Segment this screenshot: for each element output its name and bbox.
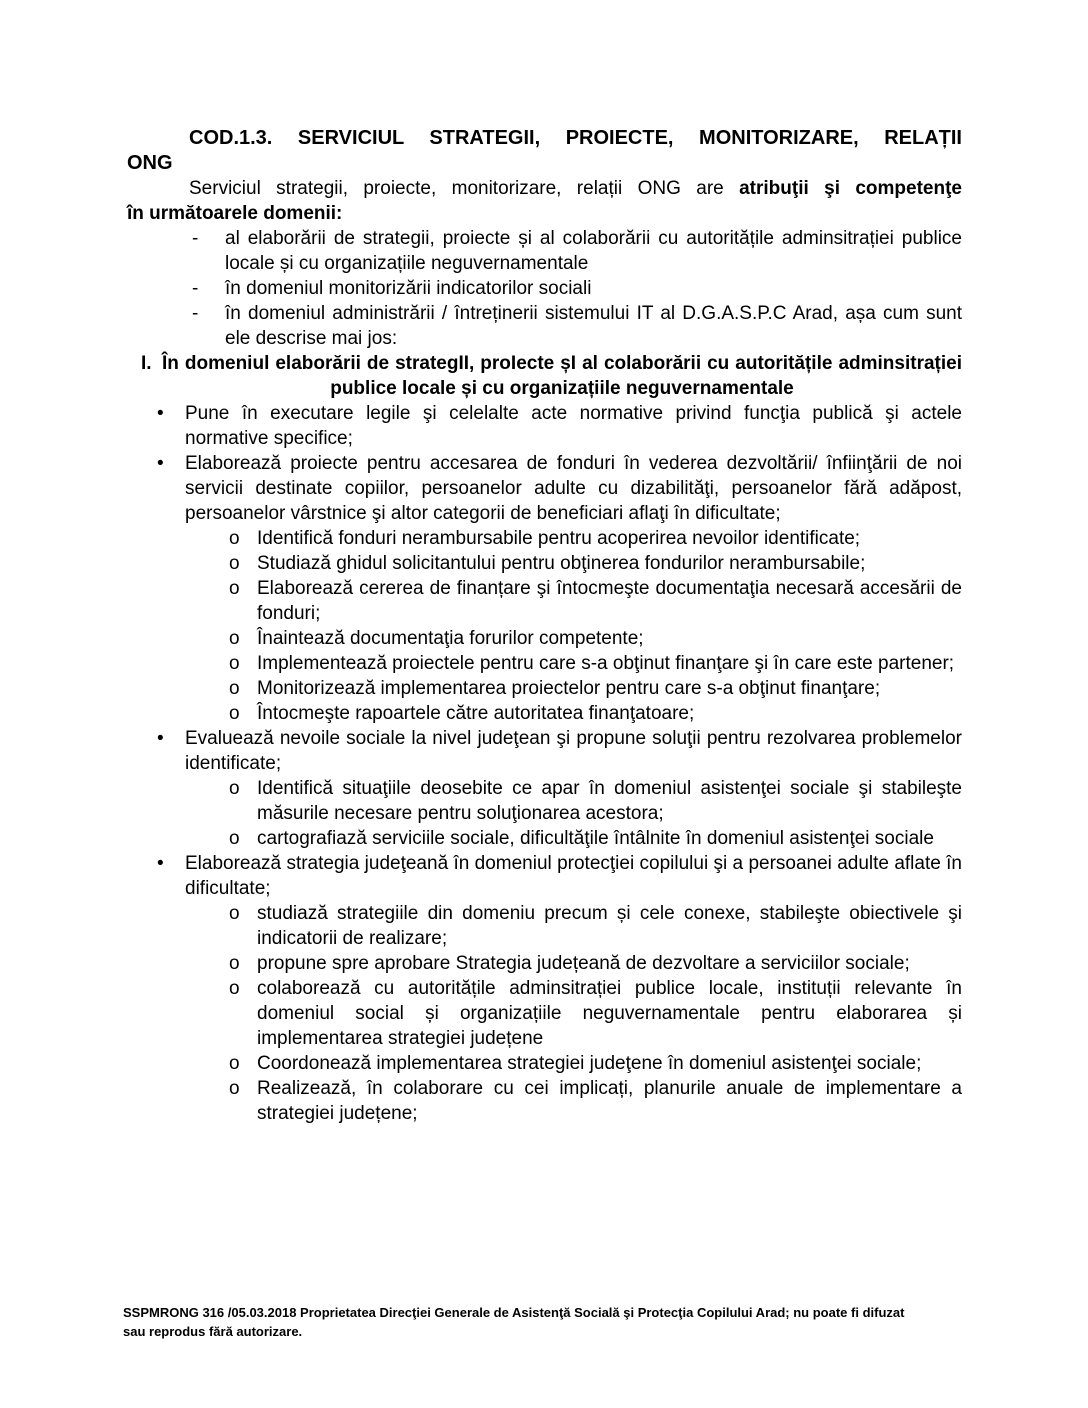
- sub-item: [127, 1076, 962, 1126]
- dash-marker: -: [192, 303, 199, 324]
- intro-paragraph-line-2: în următoarele domenii:: [127, 203, 343, 224]
- sub-item: [127, 551, 962, 576]
- sub-marker: o: [229, 778, 240, 799]
- sub-item: [127, 776, 962, 826]
- dash-item-text: al elaborării de strategii, proiecte și al colaborării cu autoritățile adminsitrației publice locale și cu organizațiile neguvernamentale: [225, 228, 962, 274]
- bullet-marker: •: [157, 453, 164, 474]
- sub-item-text: Întocmeşte rapoartele către autoritatea finanţatoare;: [257, 703, 695, 724]
- sub-item: [127, 1051, 962, 1076]
- sub-item: [127, 701, 962, 726]
- sub-item-text: Implementează proiectele pentru care s-a obţinut finanţare şi în care este partener;: [257, 653, 955, 674]
- sub-marker: o: [229, 653, 240, 674]
- page-footer: [123, 1303, 965, 1341]
- intro-regular-text: Serviciul strategii, proiecte, monitorizare, relații ONG are: [189, 178, 740, 199]
- section-marker: I.: [141, 353, 152, 374]
- dash-marker: -: [192, 278, 199, 299]
- footer-line-2: sau reprodus fără autorizare.: [123, 1324, 303, 1339]
- sub-marker: o: [229, 678, 240, 699]
- dash-item-text: în domeniul administrării / întreținerii sistemului IT al D.G.A.S.P.C Arad, așa cum sunt ele descrise mai jos:: [225, 303, 962, 349]
- sub-item-text: Monitorizează implementarea proiectelor pentru care s-a obţinut finanţare;: [257, 678, 881, 699]
- document-body: [127, 126, 962, 1126]
- sub-item-text: Identifică fonduri nerambursabile pentru acoperirea nevoilor identificate;: [257, 528, 861, 549]
- document-title-line-1: COD.1.3. SERVICIUL STRATEGII, PROIECTE, MONITORIZARE, RELAȚII: [189, 127, 962, 149]
- sub-item: [127, 526, 962, 551]
- sub-item-text: Realizează, în colaborare cu cei implicați, planurile anuale de implementare a strategiei județene;: [257, 1078, 962, 1124]
- section-heading-text: În domeniul elaborării de strategII, proIecte șI al colaborării cu autoritățile adminsitrației publice locale și cu organizațiile neguvernamentale: [162, 353, 962, 399]
- sub-marker: o: [229, 1078, 240, 1099]
- sub-marker: o: [229, 903, 240, 924]
- sub-marker: o: [229, 1053, 240, 1074]
- sub-item-text: studiază strategiile din domeniu precum și cele conexe, stabileşte obiectivele şi indicatorii de realizare;: [257, 903, 962, 949]
- sub-item: [127, 976, 962, 1051]
- sub-marker: o: [229, 953, 240, 974]
- sub-item: [127, 901, 962, 951]
- sub-item-text: Identifică situaţiile deosebite ce apar în domeniul asistenţei sociale şi stabileşte măsurile necesare pentru soluţionarea acestora;: [257, 778, 962, 824]
- bullet-item: [127, 401, 962, 451]
- sub-item-text: Înaintează documentaţia forurilor competente;: [257, 628, 644, 649]
- sub-item-text: Elaborează cererea de finanțare şi întocmeşte documentaţia necesară accesării de fonduri;: [257, 578, 962, 624]
- dash-item: [127, 276, 962, 301]
- sub-item-text: Coordonează implementarea strategiei judeţene în domeniul asistenţei sociale;: [257, 1053, 922, 1074]
- dash-item: [127, 226, 962, 276]
- sub-item: [127, 826, 962, 851]
- bullet-item: [127, 726, 962, 776]
- intro-paragraph-line-1: [127, 176, 962, 201]
- bullet-marker: •: [157, 853, 164, 874]
- bullet-item-text: Elaborează proiecte pentru accesarea de fonduri în vederea dezvoltării/ înfiinţării de noi servicii destinate copiilor, persoanelor adulte cu dizabilităţi, persoanelor fără adăpost, persoanelor vârstnice şi altor categorii de beneficiari aflaţi în dificultate;: [185, 453, 962, 524]
- dash-marker: -: [192, 228, 199, 249]
- bullet-marker: •: [157, 728, 164, 749]
- sub-item: [127, 676, 962, 701]
- bullet-item-text: Evaluează nevoile sociale la nivel judeţean şi propune soluţii pentru rezolvarea problemelor identificate;: [185, 728, 962, 774]
- bullet-item-text: Elaborează strategia judeţeană în domeniul protecţiei copilului şi a persoanei adulte aflate în dificultate;: [185, 853, 962, 899]
- dash-item: [127, 301, 962, 351]
- document-title-line-2: ONG: [127, 152, 173, 174]
- sub-item-text: Studiază ghidul solicitantului pentru obţinerea fondurilor nerambursabile;: [257, 553, 866, 574]
- sub-marker: o: [229, 978, 240, 999]
- sub-marker: o: [229, 828, 240, 849]
- sub-item: [127, 651, 962, 676]
- bullet-marker: •: [157, 403, 164, 424]
- sub-marker: o: [229, 528, 240, 549]
- bullet-item: [127, 451, 962, 526]
- footer-line-1: SSPMRONG 316 /05.03.2018 Proprietatea Direcţiei Generale de Asistenţă Socială şi Protecţia Copilului Arad; nu poate fi difuzat: [123, 1305, 905, 1320]
- sub-item-text: propune spre aprobare Strategia județeană de dezvoltare a serviciilor sociale;: [257, 953, 910, 974]
- bullet-item-text: Pune în executare legile şi celelalte acte normative privind funcţia publică şi actele normative specifice;: [185, 403, 962, 449]
- sub-item: [127, 951, 962, 976]
- sub-marker: o: [229, 553, 240, 574]
- sub-marker: o: [229, 578, 240, 599]
- sub-item-text: colaborează cu autoritățile adminsitrației publice locale, instituții relevante în domeniul social și organizațiile neguvernamentale pentru elaborarea și implementarea strategiei județene: [257, 978, 962, 1049]
- sub-item: [127, 626, 962, 651]
- sub-item: [127, 576, 962, 626]
- sub-marker: o: [229, 628, 240, 649]
- sub-marker: o: [229, 703, 240, 724]
- bullet-item: [127, 851, 962, 901]
- sub-item-text: cartografiază serviciile sociale, dificultăţile întâlnite în domeniul asistenţei sociale: [257, 828, 934, 849]
- intro-bold-text: atribuţii şi competenţe: [739, 178, 962, 199]
- section-heading: [127, 351, 962, 401]
- dash-item-text: în domeniul monitorizării indicatorilor sociali: [225, 278, 592, 299]
